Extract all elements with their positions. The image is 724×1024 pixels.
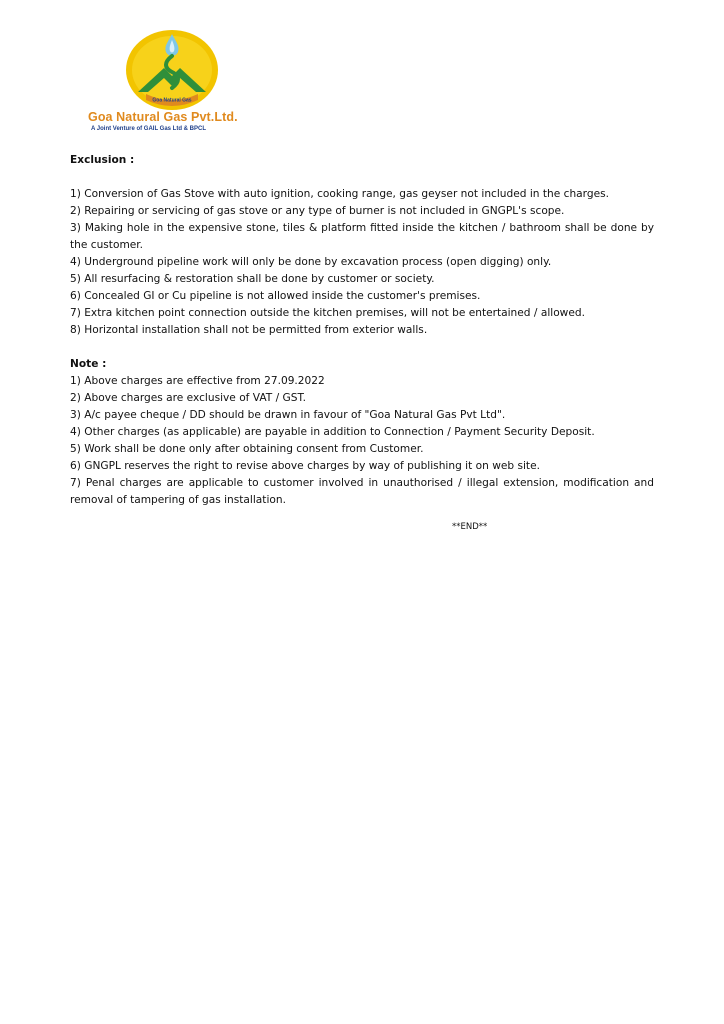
gas-flame-emblem-icon <box>124 28 220 112</box>
company-name: Goa Natural Gas Pvt.Ltd. <box>88 110 238 124</box>
note-item: 3) A/c payee cheque / DD should be drawn in favour of "Goa Natural Gas Pvt Ltd". <box>70 409 506 421</box>
spacer <box>70 339 654 356</box>
exclusion-item: 2) Repairing or servicing of gas stove or any type of burner is not included in GNGPL's scope. <box>70 205 565 217</box>
exclusion-item: 8) Horizontal installation shall not be permitted from exterior walls. <box>70 324 428 336</box>
document-body <box>70 152 654 509</box>
exclusion-item: 7) Extra kitchen point connection outside the kitchen premises, will not be entertained / allowed. <box>70 307 585 319</box>
note-item: 2) Above charges are exclusive of VAT / GST. <box>70 392 307 404</box>
note-item: 6) GNGPL reserves the right to revise above charges by way of publishing it on web site. <box>70 460 540 472</box>
company-logo <box>88 28 268 136</box>
emblem-badge-text: Goa Natural Gas <box>152 97 192 104</box>
exclusion-item: 6) Concealed GI or Cu pipeline is not allowed inside the customer's premises. <box>70 290 481 302</box>
exclusion-heading: Exclusion : <box>70 154 135 166</box>
company-tagline: A Joint Venture of GAIL Gas Ltd & BPCL <box>91 126 207 132</box>
exclusion-item: 3) Making hole in the expensive stone, tiles & platform fitted inside the kitchen / bathroom shall be done by the customer. <box>70 222 654 251</box>
note-item: 1) Above charges are effective from 27.09.2022 <box>70 375 325 387</box>
note-item: 4) Other charges (as applicable) are payable in addition to Connection / Payment Security Deposit. <box>70 426 595 438</box>
note-list <box>70 373 654 509</box>
spacer <box>70 169 654 186</box>
exclusion-item: 5) All resurfacing & restoration shall be done by customer or society. <box>70 273 435 285</box>
exclusion-item: 4) Underground pipeline work will only be done by excavation process (open digging) only. <box>70 256 552 268</box>
exclusion-item: 1) Conversion of Gas Stove with auto ignition, cooking range, gas geyser not included in the charges. <box>70 188 609 200</box>
end-marker: **END** <box>452 522 488 532</box>
exclusion-list <box>70 186 654 339</box>
note-item: 7) Penal charges are applicable to customer involved in unauthorised / illegal extension, modification and removal of tampering of gas installation. <box>70 477 654 506</box>
note-heading: Note : <box>70 358 107 370</box>
note-item: 5) Work shall be done only after obtaining consent from Customer. <box>70 443 424 455</box>
